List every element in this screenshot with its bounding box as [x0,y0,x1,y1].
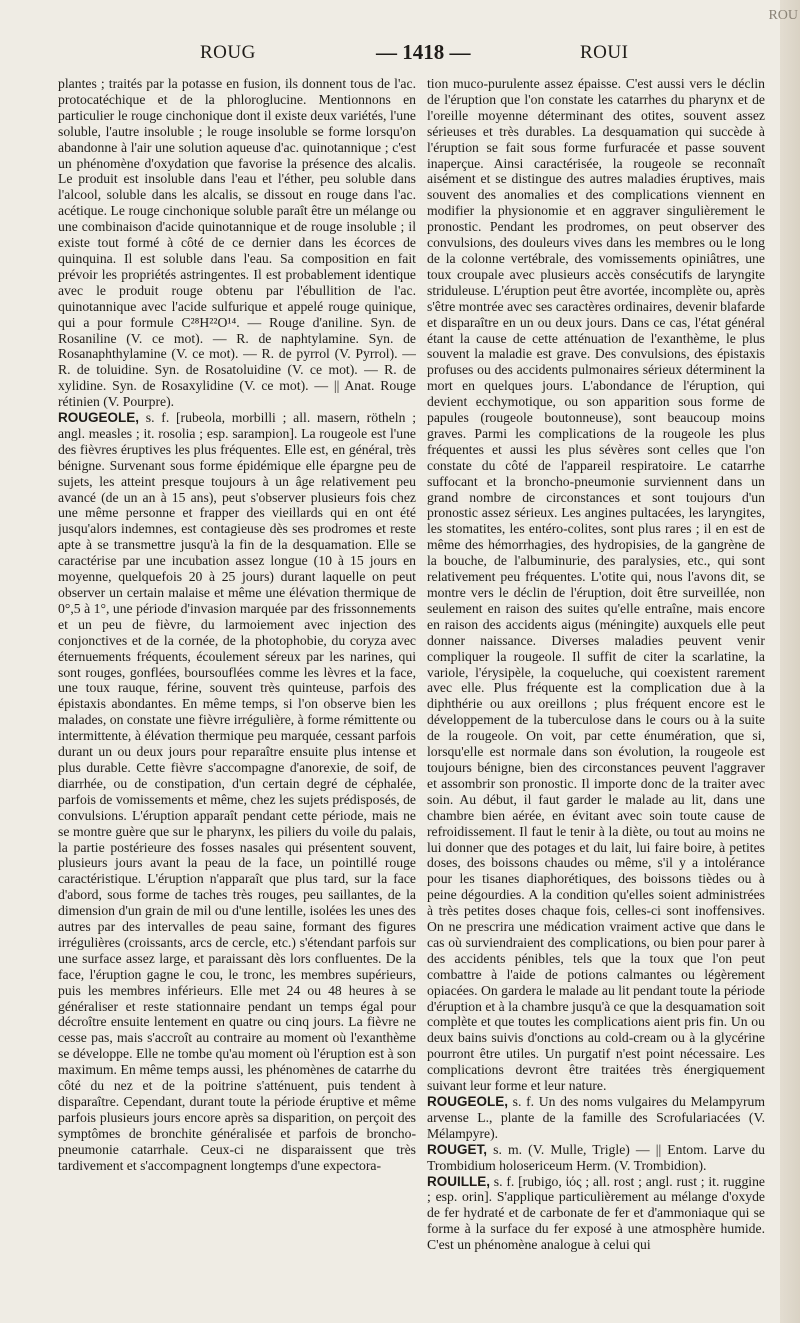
rougeole-entry-continuation: tion muco-purulente assez épaisse. C'est aussi vers le déclin de l'éruption que l'on constate les catarrhes du pharynx et de l'oreille moyenne déterminant des otites, souvent assez sérieuses et très durables. La desquamation qui succède à l'éruption se fait sous forme furfuracée et passe souvent inaperçue. Ainsi caractérisée, la rougeole se reconnaît aisément et se distingue des autres maladies éruptives, mais souvent des anomalies et des complications viennent en modifier la physionomie et en aggraver singulièrement le pronostic. Pendant les prodromes, on peut observer des convulsions, des douleurs vives dans les membres ou le long de la colonne vertébrale, des vomissements opiniâtres, une toux croupale avec plusieurs accès consécutifs de laryngite striduleuse. L'éruption peut être avortée, incomplète ou, après s'être montrée avec ses caractères ordinaires, devenir blafarde et disparaître en un ou deux jours. Dans ce cas, l'état général étant la cause de cette atténuation de l'exanthème, le plus souvent la maladie est grave. Des convulsions, des épistaxis profuses ou des accidents pulmonaires sérieux déterminent la mort en quelques jours. L'abondance de l'éruption, qui devient ecchymotique, ou son apparition sous forme de papules (rougeole boutonneuse), sont beaucoup moins graves. Parmi les complications de la rougeole les plus fréquentes et aussi les plus sévères sont celles que l'on constate du côté de l'appareil respiratoire. Le catarrhe suffocant et la broncho-pneumonie surviennent dans un grand nombre de circonstances et sont toujours d'un pronostic assez sérieux. Les angines pultacées, les laryngites, les stomatites, les entéro-colites, sont plus rares ; il en est de même des hémorrhagies, des hydropisies, de la gangrène de la bouche, de l'albuminurie, des paralysies, etc., qui sont relativement peu fréquentes. L'otite qui, nous l'avons dit, se montre vers le déclin de l'éruption, doit être surveillée, non seulement en raison des suites qu'elle entraîne, mais encore en raison des accidents aigus (méningite) auxquels elle peut donner naissance. Diverses maladies peuvent venir compliquer la rougeole. Il suffit de citer la scarlatine, la variole, l'érysipèle, la coqueluche, qui coexistent rarement avec elle. Plus fréquente est la complication due à la diphthérie ou aux oreillons ; plus fréquent encore est le développement de la tuberculose dans le cours ou à la suite de la rougeole. On voit, par cette énumération, que si, lorsqu'elle est normale dans son évolution, la rougeole est toujours bénigne, bien des circonstances peuvent l'aggraver et assombrir son pronostic. Il importe donc de la traiter avec soin. Au début, il faut garder le malade au lit, dans une chambre bien aérée, en évitant avec soin toute cause de refroidissement. Il faut le tenir à la diète, ou tout au moins ne lui donner que des potages et du lait, lui faire boire, à petites doses, des boissons chaudes ou même, s'il y a intolérance pour les tisanes diaphorétiques, des boissons tièdes ou à peine dégourdies. A la condition qu'elles soient administrées à très petites doses chaque fois, celles-ci sont inoffensives. On ne prescrira une médication vraiment active que dans le cas où surviendraient des complications, ou bien pour parer à des accidents pénibles, tels que la toux que l'on peut combattre à l'aide de potions calmantes ou légèrement opiacées. On gardera le malade au lit pendant toute la période d'éruption et à la chambre jusqu'à ce que la desquamation soit complète et que toutes les complications aient pris fin. Un ou deux bains suivis d'onctions au cold-cream ou à la glycérine pourront être utiles. Un purgatif n'est point nécessaire. Les complications devront être traitées très énergiquement suivant leur forme et leur nature. [427,76,765,1094]
header-right-guide-word: ROUI [580,42,629,63]
facing-page-edge [768,0,800,1323]
page-number: — 1418 — [376,40,471,64]
rougeole-plant-entry [427,1094,765,1142]
rouge-entry-continuation: plantes ; traités par la potasse en fusion, ils donnent tous de l'ac. protocatéchique et de la phloroglucine. Mentionnons en particulier le rouge cinchonique dont il existe deux variétés, l'une soluble, l'autre insoluble ; le rouge insoluble se forme lorsqu'on abandonne à l'air une solution aqueuse d'ac. quinotannique ; c'est un phénomène d'oxydation que favorise la présence des alcalis. Le produit est insoluble dans l'eau et l'éther, peu soluble dans l'alcool, soluble dans les alcalis, se dissout en rouge dans l'ac. acétique. Le rouge cinchonique soluble paraît être un mélange ou une combinaison d'acide quinotannique et de rouge insoluble ; il existe tout formé à côté de ce dernier dans les écorces de quinquina. Il est soluble dans l'eau. Sa composition en fait prévoir les propriétés astringentes. Il est probablement identique avec le produit rouge obtenu par l'ébullition de l'ac. quinotannique avec l'acide sulfurique et appelé rouge quinique, qui a pour formule C²⁸H²²O¹⁴. — Rouge d'aniline. Syn. de Rosaniline (V. ce mot). — R. de naphtylamine. Syn. de Rosanaphthylamine (V. ce mot). — R. de pyrrol (V. Pyrrol). — R. de toluidine. Syn. de Rosatoluidine (V. ce mot). — R. de xylidine. Syn. de Rosaxylidine (V. ce mot). — || Anat. Rouge rétinien (V. Pourpre). [58,76,416,410]
left-column [58,76,416,1316]
rouget-entry [427,1142,765,1174]
rouget-headword: ROUGET, [427,1141,488,1157]
rougeole-plant-headword: ROUGEOLE, [427,1094,509,1109]
rouille-headword: ROUILLE, [427,1173,490,1189]
rougeole-headword: ROUGEOLE, [58,410,140,426]
rouille-entry [427,1174,765,1254]
header-left-guide-word: ROUG [200,42,256,63]
rougeole-entry [58,410,416,1174]
rougeole-plant-definition: s. f. Un des noms vulgaires du Melampyrum arvense L., plante de la famille des Scrofulariacées (V. Mélampyre). [427,1094,765,1141]
page-header [40,40,760,70]
facing-page-edge-text: ROU [768,8,798,23]
rougeole-definition: s. f. [rubeola, morbilli ; all. masern, rötheln ; angl. measles ; it. rosolia ; esp. sarampion]. La rougeole est l'une des fièvres éruptives les plus fréquentes. Elle est, en général, très bénigne. Survenant sous forme épidémique elle épargne peu de sujets, les atteint presque toujours à un âge relativement peu avancé (de un an à 15 ans), peut s'observer plusieurs fois chez une même personne et frapper des vieillards qui en ont été jusqu'alors indemnes, est contagieuse dès ses prodromes et reste apte à se transmettre jusqu'à la fin de la desquamation. Elle se caractérise par une incubation assez longue (10 à 15 jours en moyenne, quelquefois 20 à 25 jours) durant laquelle on peut observer un certain malaise et même une élévation thermique de 0°,5 à 1°, une période d'invasion marquée par des frissonnements et un peu de fièvre, du larmoiement avec injection des conjonctives et de la cornée, de la photophobie, du coryza avec éternuements fréquents, écoulement séreux par les narines, qui sont rouges, gonflées, boursouflées comme les lèvres et la face, une toux rauque, férine, souvent très quinteuse, parfois des épistaxis abondantes. En même temps, si l'on observe bien les malades, on constate une fièvre irrégulière, à forme rémittente ou intermittente, à élévation thermique peu marquée, cessant parfois durant un ou deux jours pour reparaître ensuite plus intense et plus durable. Cette fièvre s'accompagne d'anorexie, de soif, de diarrhée, ou de constipation, d'un certain degré de céphalée, parfois de vomissements et même, chez les sujets prédisposés, de convulsions. L'éruption apparaît pendant cette période, mais ne se montre guère que sur le pharynx, les piliers du voile du palais, la partie postérieure des fosses nasales qui présentent souvent, plusieurs jours avant la peau de la face, un pointillé rouge caractéristique. L'éruption n'apparaît que plus tard, sur la face d'abord, sous forme de taches très rouges, peu saillantes, de la dimension d'un grain de mil ou d'une lentille, isolées les unes des autres par des intervalles de peau saine, formant des figures irrégulières (croissants, arcs de cercle, etc.) s'étendant parfois sur une surface assez large, et paraissant dès lors confluentes. De la face, l'éruption gagne le cou, le tronc, les membres supérieurs, puis les membres inférieurs. Elle met 24 ou 48 heures à se généraliser et reste stationnaire pendant un temps égal pour décroître ensuite lentement en quatre ou cinq jours. La fièvre ne cesse pas, mais s'accroît au contraire au moment où l'exanthème se développe. Elle ne tombe qu'au moment où l'éruption est à son maximum. En même temps aussi, les phénomènes de catarrhe du côté du nez et de la poitrine s'atténuent, puis tendent à disparaître. Cependant, durant toute la période éruptive et même parfois plusieurs jours encore après sa disparition, on perçoit des symptômes de bronchite généralisée et parfois de broncho-pneumonie catarrhale. Ceux-ci ne disparaissent que très tardivement et s'accompagnent longtemps d'une expectora- [58,410,416,1173]
rouget-definition: s. m. (V. Mulle, Trigle) — || Entom. Larve du Trombidium holosericeum Herm. (V. Trombidion). [427,1141,765,1173]
right-column [427,76,765,1316]
rouille-definition: s. f. [rubigo, ἰός ; all. rost ; angl. rust ; it. ruggine ; esp. orin]. S'applique particulièrement au mélange d'oxyde de fer hydraté et de carbonate de fer et d'ammoniaque qui se forme à la surface du fer exposé à une atmosphère humide. C'est un phénomène analogue à celui qui [427,1173,765,1253]
